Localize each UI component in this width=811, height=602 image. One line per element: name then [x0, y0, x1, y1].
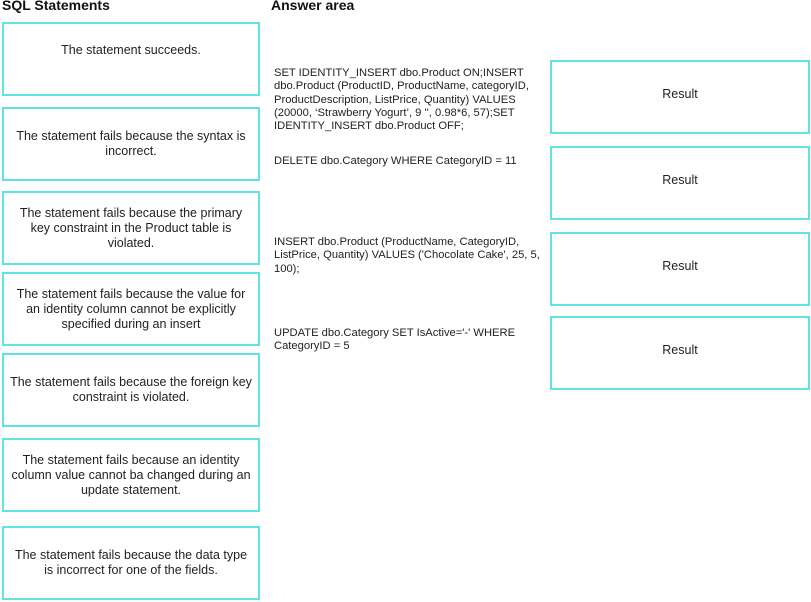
- sql-statement-3: INSERT dbo.Product (ProductName, CategoryID, ListPrice, Quantity) VALUES ('Chocolate Cake', 25, 5, 100);: [274, 236, 540, 275]
- result-placeholder: Result: [662, 343, 698, 357]
- option-primary-key-violated[interactable]: [2, 191, 260, 265]
- option-identity-update-not-allowed[interactable]: [2, 438, 260, 512]
- option-label: The statement succeeds.: [61, 42, 201, 57]
- result-placeholder: Result: [662, 173, 698, 187]
- option-foreign-key-violated[interactable]: [2, 353, 260, 427]
- sql-statement-1: SET IDENTITY_INSERT dbo.Product ON;INSERT dbo.Product (ProductID, ProductName, categoryID, ProductDescription, ListPrice, Quantity) VALUES (20000, ‘Strawberry Yogurt’, 9 '', 0.98*6, 57);SET IDENTITY_INSERT dbo.Product OFF;: [274, 67, 529, 133]
- result-drop-target-3[interactable]: [550, 232, 810, 306]
- option-label: The statement fails because the value for an identity column cannot be explicitly specified during an insert: [16, 286, 246, 331]
- result-placeholder: Result: [662, 259, 698, 273]
- option-syntax-incorrect[interactable]: [2, 107, 260, 181]
- option-label: The statement fails because the primary key constraint in the Product table is violated.: [19, 205, 243, 250]
- option-data-type-incorrect[interactable]: [2, 526, 260, 600]
- option-label: The statement fails because the data type is incorrect for one of the fields.: [14, 548, 248, 577]
- result-drop-target-1[interactable]: [550, 60, 810, 134]
- result-placeholder: Result: [662, 87, 698, 101]
- result-drop-target-4[interactable]: [550, 316, 810, 390]
- answer-area-heading: Answer area: [271, 0, 355, 13]
- result-drop-target-2[interactable]: [550, 146, 810, 220]
- option-label: The statement fails because the syntax is incorrect.: [16, 129, 246, 158]
- sql-statement-2: DELETE dbo.Category WHERE CategoryID = 11: [274, 155, 517, 167]
- option-statement-succeeds[interactable]: [2, 22, 260, 96]
- option-label: The statement fails because an identity column value cannot ba changed during an update statement.: [11, 452, 251, 497]
- option-label: The statement fails because the foreign key constraint is violated.: [10, 375, 252, 404]
- sql-statements-heading: SQL Statements: [2, 0, 110, 13]
- sql-statement-4: UPDATE dbo.Category SET IsActive='-' WHERE CategoryID = 5: [274, 327, 516, 353]
- option-identity-insert-not-allowed[interactable]: [2, 272, 260, 346]
